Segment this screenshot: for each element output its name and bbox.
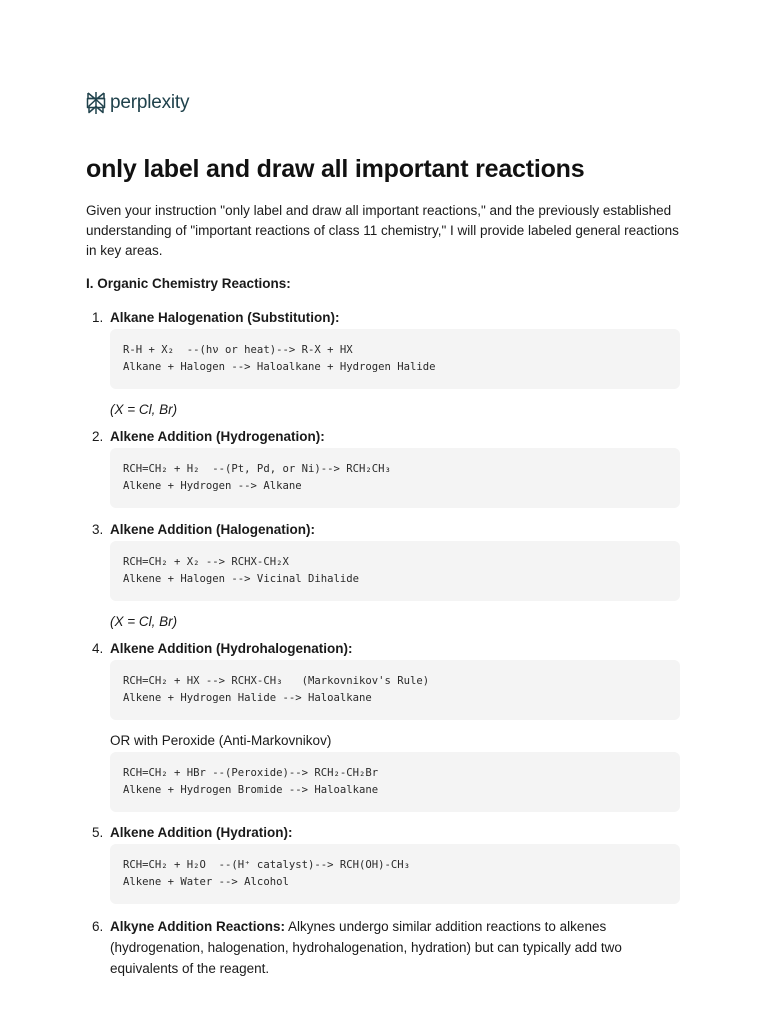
list-number: 3. bbox=[92, 522, 104, 537]
reaction-title: Alkane Halogenation (Substitution): bbox=[110, 310, 340, 325]
code-block bbox=[110, 844, 680, 904]
code-line: RCH=CH₂ + HBr --(Peroxide)--> RCH₂-CH₂Br bbox=[123, 767, 379, 779]
code-line: RCH=CH₂ + X₂ --> RCHX-CH₂X bbox=[123, 556, 289, 568]
reaction-title: Alkyne Addition Reactions: bbox=[110, 919, 286, 934]
code-line: Alkene + Halogen --> Vicinal Dihalide bbox=[123, 572, 359, 585]
code-line: RCH=CH₂ + H₂O --(H⁺ catalyst)--> RCH(OH)-CH₃ bbox=[123, 859, 411, 871]
list-number: 2. bbox=[92, 429, 104, 444]
list-item-title bbox=[92, 310, 340, 325]
code-line: Alkene + Hydrogen Halide --> Haloalkane bbox=[123, 691, 372, 704]
list-item-title bbox=[92, 825, 293, 840]
code-block bbox=[110, 541, 680, 601]
reaction-title: Alkene Addition (Hydration): bbox=[110, 825, 293, 840]
code-line: Alkene + Water --> Alcohol bbox=[123, 875, 289, 888]
brand-name: perplexity bbox=[110, 92, 190, 113]
list-item-title bbox=[92, 641, 353, 656]
list-item-title bbox=[92, 429, 325, 444]
list-number: 6. bbox=[92, 919, 104, 934]
reaction-title: Alkene Addition (Hydrogenation): bbox=[110, 429, 325, 444]
reaction-description: Alkynes undergo similar addition reactions to alkenes (hydrogenation, halogenation, hydrohalogenation, hydration) but can typically add two equivalents of the reagent. bbox=[110, 919, 622, 976]
perplexity-logo-icon bbox=[86, 91, 106, 115]
code-line: Alkene + Hydrogen Bromide --> Haloalkane bbox=[123, 783, 379, 796]
peroxide-note: OR with Peroxide (Anti-Markovnikov) bbox=[110, 733, 332, 748]
list-item-body bbox=[110, 916, 682, 979]
intro-paragraph: Given your instruction "only label and draw all important reactions," and the previously established understanding of "important reactions of class 11 chemistry," I will provide labeled general reactions in key areas. bbox=[86, 203, 679, 258]
code-line: RCH=CH₂ + H₂ --(Pt, Pd, or Ni)--> RCH₂CH₃ bbox=[123, 463, 391, 475]
list-number: 4. bbox=[92, 641, 104, 656]
note-text: (X = Cl, Br) bbox=[110, 402, 178, 417]
list-item bbox=[92, 916, 682, 979]
section-heading: I. Organic Chemistry Reactions: bbox=[86, 276, 291, 291]
note-text: (X = Cl, Br) bbox=[110, 614, 178, 629]
code-block bbox=[110, 448, 680, 508]
code-line: Alkene + Hydrogen --> Alkane bbox=[123, 479, 302, 492]
list-item-title bbox=[92, 522, 315, 537]
code-line: R-H + X₂ --(hν or heat)--> R-X + HX bbox=[123, 344, 353, 356]
page-title: only label and draw all important reactions bbox=[86, 155, 585, 183]
code-block bbox=[110, 329, 680, 389]
code-block bbox=[110, 660, 680, 720]
reaction-title: Alkene Addition (Halogenation): bbox=[110, 522, 315, 537]
code-line: RCH=CH₂ + HX --> RCHX-CH₃ (Markovnikov's Rule) bbox=[123, 675, 430, 687]
list-number: 5. bbox=[92, 825, 104, 840]
list-number: 1. bbox=[92, 310, 104, 325]
perplexity-logo bbox=[86, 90, 189, 116]
reaction-title: Alkene Addition (Hydrohalogenation): bbox=[110, 641, 353, 656]
code-block bbox=[110, 752, 680, 812]
code-line: Alkane + Halogen --> Haloalkane + Hydrogen Halide bbox=[123, 360, 436, 373]
